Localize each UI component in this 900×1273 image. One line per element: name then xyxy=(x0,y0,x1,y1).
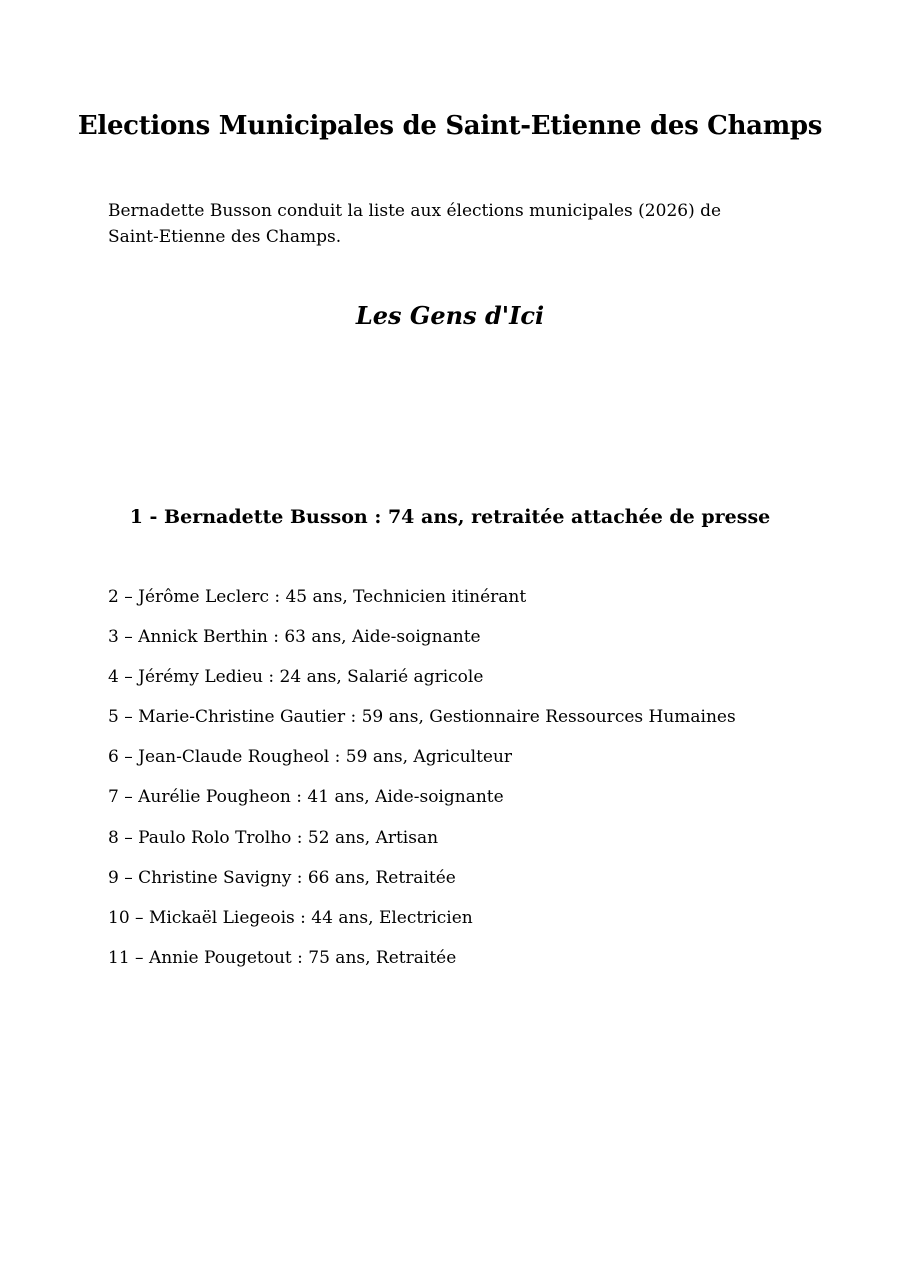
candidate-item: 7 – Aurélie Pougheon : 41 ans, Aide-soignante xyxy=(108,787,504,808)
candidate-item: 3 – Annick Berthin : 63 ans, Aide-soignante xyxy=(108,627,481,648)
head-candidate: 1 - Bernadette Busson : 74 ans, retraitée attachée de presse xyxy=(129,506,771,528)
page-title: Elections Municipales de Saint-Etienne des Champs xyxy=(77,111,823,141)
list-name: Les Gens d'Ici xyxy=(355,301,545,330)
candidate-list xyxy=(108,585,808,986)
intro-paragraph: Bernadette Busson conduit la liste aux élections municipales (2026) de Saint-Etienne des Champs. xyxy=(108,201,722,247)
candidate-item: 10 – Mickaël Liegeois : 44 ans, Electricien xyxy=(108,907,473,928)
candidate-item: 2 – Jérôme Leclerc : 45 ans, Technicien itinérant xyxy=(108,587,527,607)
candidate-item: 9 – Christine Savigny : 66 ans, Retraitée xyxy=(108,867,456,888)
candidate-item: 8 – Paulo Rolo Trolho : 52 ans, Artisan xyxy=(108,827,439,848)
candidate-item: 5 – Marie-Christine Gautier : 59 ans, Gestionnaire Ressources Humaines xyxy=(108,707,736,728)
candidate-item: 6 – Jean-Claude Rougheol : 59 ans, Agriculteur xyxy=(108,747,513,768)
candidate-item: 11 – Annie Pougetout : 75 ans, Retraitée xyxy=(108,947,457,968)
candidate-item: 4 – Jérémy Ledieu : 24 ans, Salarié agricole xyxy=(108,667,484,688)
